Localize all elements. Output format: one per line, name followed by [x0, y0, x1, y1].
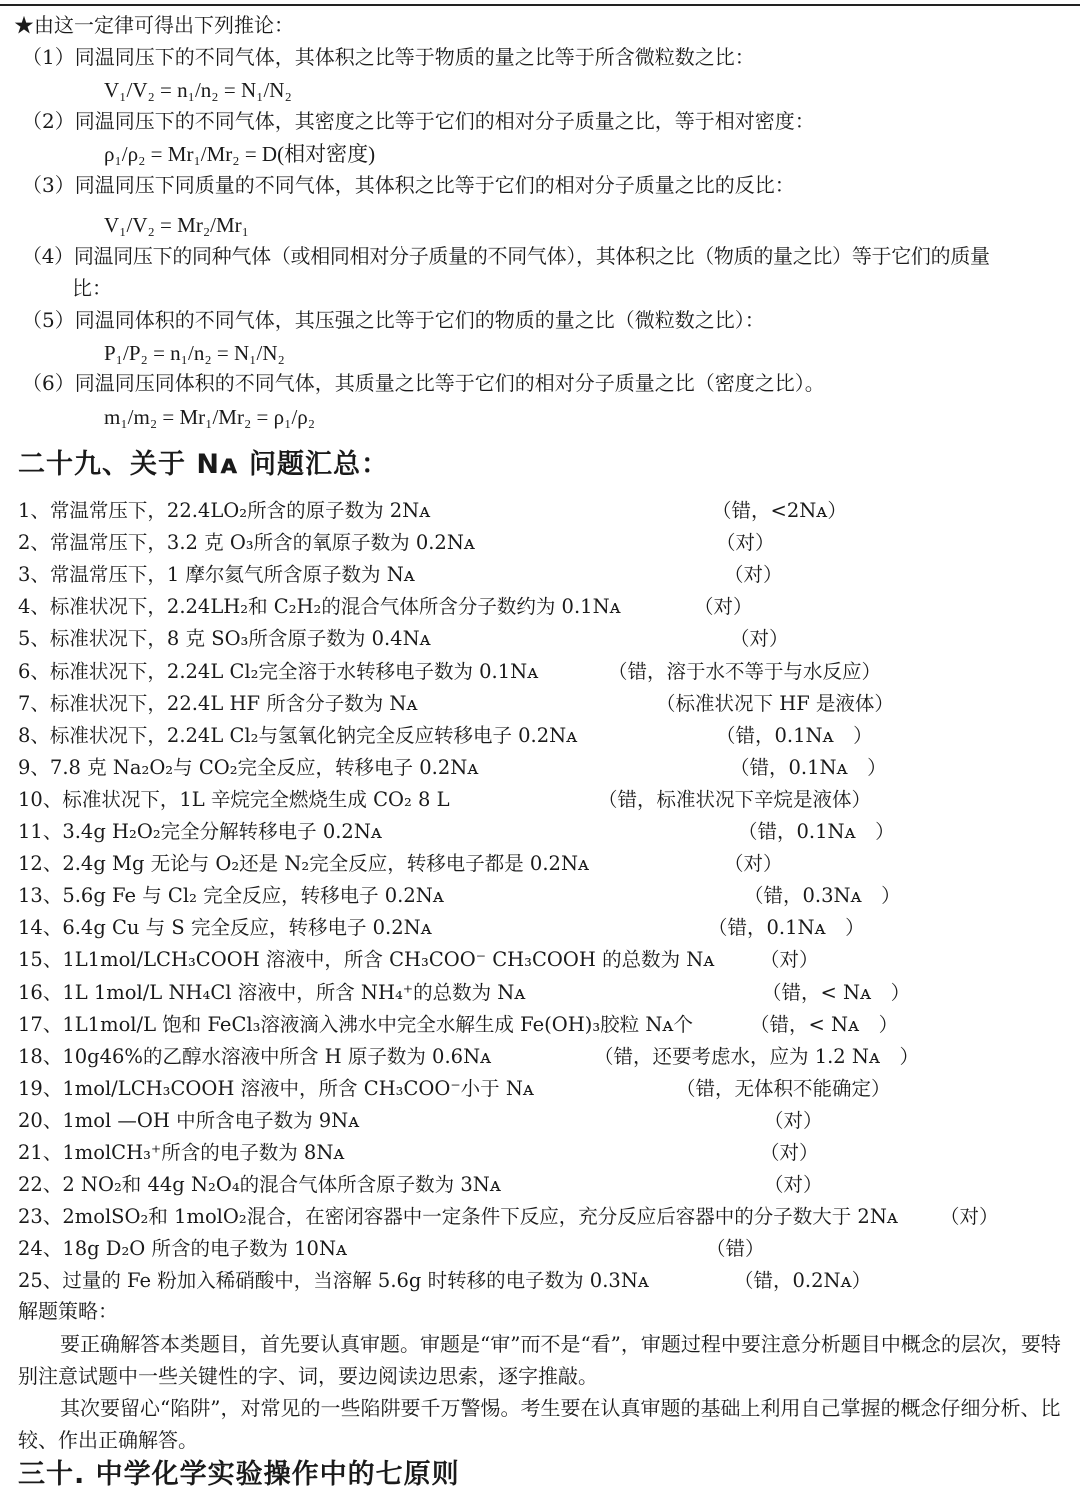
- strategy-paragraph-2-text: 其次要留心“陷阱”，对常见的一些陷阱要千万警惕。考生要在认真审题的基础上利用自己掌握的概念仔细分析、比较、作出正确解答。: [18, 1396, 1061, 1452]
- deduction-1-formula: V₁/V₂ = n₁/n₂ = N₁/N₂: [104, 78, 292, 102]
- question-text: 5、标准状况下，8 克 SO₃所含原子数为 0.4Nᴀ: [18, 627, 431, 651]
- question-text: 17、1L1mol/L 饱和 FeCl₃溶液滴入沸水中完全水解生成 Fe(OH)₃胶粒 Nᴀ个: [18, 1012, 693, 1036]
- strategy-heading: 解题策略：: [18, 1299, 118, 1323]
- question-text: 15、1L1mol/LCH₃COOH 溶液中，所含 CH₃COO⁻ CH₃COOH 的总数为 Nᴀ: [18, 948, 715, 972]
- question-text: 4、标准状况下，2.24LH₂和 C₂H₂的混合气体所含分子数约为 0.1Nᴀ: [18, 595, 621, 619]
- deduction-6-statement: （6）同温同压同体积的不同气体，其质量之比等于它们的相对分子质量之比（密度之比）。: [22, 371, 825, 395]
- question-text: 21、1molCH₃⁺所含的电子数为 8Nᴀ: [18, 1141, 345, 1164]
- deduction-6-formula: m₁/m₂ = Mr₁/Mr₂ = ρ₁/ρ₂: [104, 405, 316, 429]
- question-text: 13、5.6g Fe 与 Cl₂ 完全反应，转移电子 0.2Nᴀ: [18, 884, 444, 908]
- question-text: 10、标准状况下，1L 辛烷完全燃烧生成 CO₂ 8 L: [18, 787, 450, 811]
- question-answer: （对）: [724, 852, 783, 876]
- question-answer: （错，溶于水不等于与水反应）: [608, 659, 882, 683]
- question-answer: （错）: [706, 1237, 765, 1261]
- deduction-4-statement-cont: 比：: [72, 276, 112, 300]
- question-answer: （错，0.1Nᴀ ）: [738, 820, 895, 843]
- strategy-paragraph-2: [18, 1392, 1068, 1456]
- question-answer: （错，0.1Nᴀ ）: [708, 916, 865, 940]
- question-text: 16、1L 1mol/L NH₄Cl 溶液中，所含 NH₄⁺的总数为 Nᴀ: [18, 980, 526, 1004]
- question-answer: （对）: [760, 948, 819, 972]
- question-text: 11、3.4g H₂O₂完全分解转移电子 0.2Nᴀ: [18, 820, 382, 843]
- question-text: 22、2 NO₂和 44g N₂O₄的混合气体所含原子数为 3Nᴀ: [18, 1173, 501, 1197]
- question-text: 24、18g D₂O 所含的电子数为 10Nᴀ: [18, 1237, 348, 1261]
- question-answer: （对）: [730, 627, 789, 651]
- question-text: 20、1mol —OH 中所含电子数为 9Nᴀ: [18, 1108, 360, 1132]
- question-text: 12、2.4g Mg 无论与 O₂还是 N₂完全反应，转移电子都是 0.2Nᴀ: [18, 852, 590, 876]
- question-answer: （错，0.3Nᴀ ）: [744, 884, 901, 908]
- question-answer: （对）: [724, 563, 783, 587]
- deduction-3-formula: V₁/V₂ = Mr₂/Mr₁: [104, 213, 249, 237]
- section30-title: 三十. 中学化学实验操作中的七原则: [18, 1459, 460, 1490]
- question-text: 2、常温常压下，3.2 克 O₃所含的氧原子数为 0.2Nᴀ: [18, 531, 475, 555]
- top-rule: [0, 4, 1080, 6]
- section29-title: 二十九、关于 Nᴀ 问题汇总：: [18, 449, 389, 480]
- question-answer: （错，0.1Nᴀ ）: [716, 723, 873, 747]
- question-answer: （错，标准状况下辛烷是液体）: [598, 787, 872, 811]
- question-text: 14、6.4g Cu 与 S 完全反应，转移电子 0.2Nᴀ: [18, 916, 432, 940]
- deductions-heading: ★由这一定律可得出下列推论：: [14, 13, 294, 37]
- question-answer: （错，无体积不能确定）: [676, 1076, 891, 1100]
- question-text: 9、7.8 克 Na₂O₂与 CO₂完全反应，转移电子 0.2Nᴀ: [18, 755, 479, 779]
- deduction-5-statement: （5）同温同体积的不同气体，其压强之比等于它们的物质的量之比（微粒数之比）：: [22, 308, 765, 332]
- question-answer: （错，0.1Nᴀ ）: [730, 755, 887, 779]
- question-answer: （对）: [694, 595, 753, 619]
- question-answer: （对）: [764, 1173, 823, 1197]
- question-text: 3、常温常压下，1 摩尔氦气所含原子数为 Nᴀ: [18, 563, 415, 587]
- question-answer: （错，< Nᴀ ）: [762, 980, 911, 1004]
- question-text: 1、常温常压下，22.4LO₂所含的原子数为 2Nᴀ: [18, 499, 431, 522]
- question-answer: （对）: [764, 1108, 823, 1132]
- question-text: 18、10g46%的乙醇水溶液中所含 H 原子数为 0.6Nᴀ: [18, 1044, 492, 1068]
- strategy-paragraph-1: [18, 1328, 1068, 1392]
- strategy-paragraph-1-text: 要正确解答本类题目，首先要认真审题。审题是“审”而不是“看”，审题过程中要注意分析题目中概念的层次，要特别注意试题中一些关键性的字、词，要边阅读边思索，逐字推敲。: [18, 1332, 1061, 1388]
- question-answer: （错，还要考虑水，应为 1.2 Nᴀ ）: [594, 1044, 919, 1068]
- question-text: 19、1mol/LCH₃COOH 溶液中，所含 CH₃COO⁻小于 Nᴀ: [18, 1076, 534, 1100]
- question-answer: （错，< Nᴀ ）: [750, 1012, 899, 1036]
- question-text: 25、过量的 Fe 粉加入稀硝酸中，当溶解 5.6g 时转移的电子数为 0.3Nᴀ: [18, 1269, 649, 1293]
- question-text: 23、2molSO₂和 1molO₂混合，在密闭容器中一定条件下反应，充分反应后容器中的分子数大于 2Nᴀ: [18, 1205, 898, 1229]
- question-answer: （对）: [940, 1205, 999, 1229]
- deduction-2-formula: ρ₁/ρ₂ = Mr₁/Mr₂ = D(相对密度): [104, 142, 376, 166]
- question-answer: （标准状况下 HF 是液体）: [656, 691, 894, 715]
- deduction-1-statement: （1）同温同压下的不同气体，其体积之比等于物质的量之比等于所含微粒数之比：: [22, 45, 755, 69]
- deduction-2-statement: （2）同温同压下的不同气体，其密度之比等于它们的相对分子质量之比，等于相对密度：: [22, 109, 815, 133]
- question-text: 7、标准状况下，22.4L HF 所含分子数为 Nᴀ: [18, 691, 418, 715]
- question-answer: （错，0.2Nᴀ）: [734, 1269, 872, 1293]
- deduction-4-statement: （4）同温同压下的同种气体（或相同相对分子质量的不同气体），其体积之比（物质的量之比）等于它们的质量: [22, 244, 990, 268]
- question-answer: （对）: [760, 1141, 819, 1164]
- question-answer: （对）: [716, 531, 775, 555]
- deduction-5-formula: P₁/P₂ = n₁/n₂ = N₁/N₂: [104, 341, 285, 365]
- deduction-3-statement: （3）同温同压下同质量的不同气体，其体积之比等于它们的相对分子质量之比的反比：: [22, 173, 795, 197]
- question-answer: （错，<2Nᴀ）: [712, 499, 847, 522]
- question-text: 6、标准状况下，2.24L Cl₂完全溶于水转移电子数为 0.1Nᴀ: [18, 659, 539, 683]
- question-text: 8、标准状况下，2.24L Cl₂与氢氧化钠完全反应转移电子 0.2Nᴀ: [18, 723, 578, 747]
